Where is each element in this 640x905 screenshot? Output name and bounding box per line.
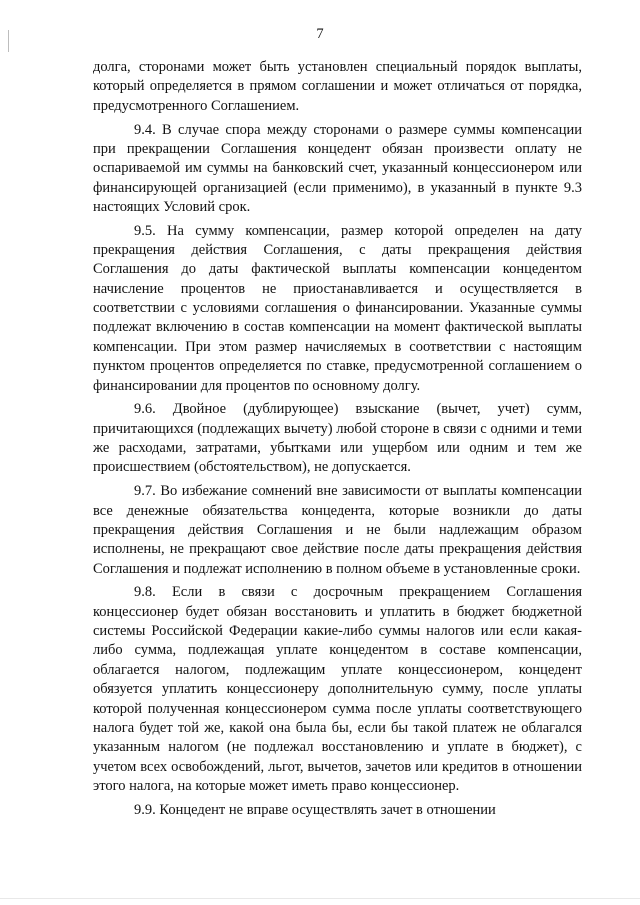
scan-bottom-edge <box>0 898 640 899</box>
paragraph-9-8: 9.8. Если в связи с досрочным прекращением Соглашения концессионер будет обязан восстановить и уплатить в бюджет бюджетной системы Российской Федерации какие-либо суммы налогов или если какая-либо сумма, подлежащая уплате концедентом в составе компенсации, облагается налогом, подлежащим уплате концессионером, концедент обязуется уплатить концессионеру дополнительную сумму, после уплаты которой полученная концессионером сумма после уплаты соответствующего налога будет той же, какой она была бы, если бы такой платеж не облагался указанным налогом (не подлежал восстановлению и уплате в бюджет), с учетом всех освобождений, льгот, вычетов, зачетов или кредитов в отношении этого налога, на которые может иметь право концессионер. <box>93 584 582 794</box>
paragraph-9-4: 9.4. В случае спора между сторонами о размере суммы компенсации при прекращении Соглашения концедент обязан произвести оплату не оспариваемой им суммы на банковский счет, указанный концессионером или финансирующей организацией (если применимо), в указанный в пункте 9.3 настоящих Условий срок. <box>93 121 582 215</box>
paragraph-9-5: 9.5. На сумму компенсации, размер которой определен на дату прекращения действия Соглашения, с даты прекращения действия Соглашения до даты фактической выплаты компенсации концедентом начисление процентов не приостанавливается и осуществляется в соответствии с условиями соглашения о финансировании. Указанные суммы подлежат включению в состав компенсации на момент фактической выплаты компенсации. При этом размер начисляемых в соответствии с настоящим пунктом процентов определяется по ставке, предусмотренной соглашением о финансировании для процентов по основному долгу. <box>93 222 582 394</box>
paragraph-9-7: 9.7. Во избежание сомнений вне зависимости от выплаты компенсации все денежные обязательства концедента, которые возникли до даты прекращения действия Соглашения и не были надлежащим образом исполнены, не прекращают свое действие после даты прекращения действия Соглашения и подлежат исполнению в полном объеме в установленные сроки. <box>93 483 582 577</box>
page-number: 7 <box>316 26 324 42</box>
paragraph-continuation: долга, сторонами может быть установлен специальный порядок выплаты, который определяется в прямом соглашении и может отличаться от порядка, предусмотренного Соглашением. <box>93 59 582 114</box>
paragraph-9-6: 9.6. Двойное (дублирующее) взыскание (вычет, учет) сумм, причитающихся (подлежащих вычету) любой стороне в связи с одними и теми же расходами, затратами, убытками или ущербом или одним и тем же происшествием (обстоятельством), не допускается. <box>93 401 582 476</box>
paragraph-9-9: 9.9. Концедент не вправе осуществлять зачет в отношении <box>134 801 496 818</box>
body-text <box>93 58 582 825</box>
